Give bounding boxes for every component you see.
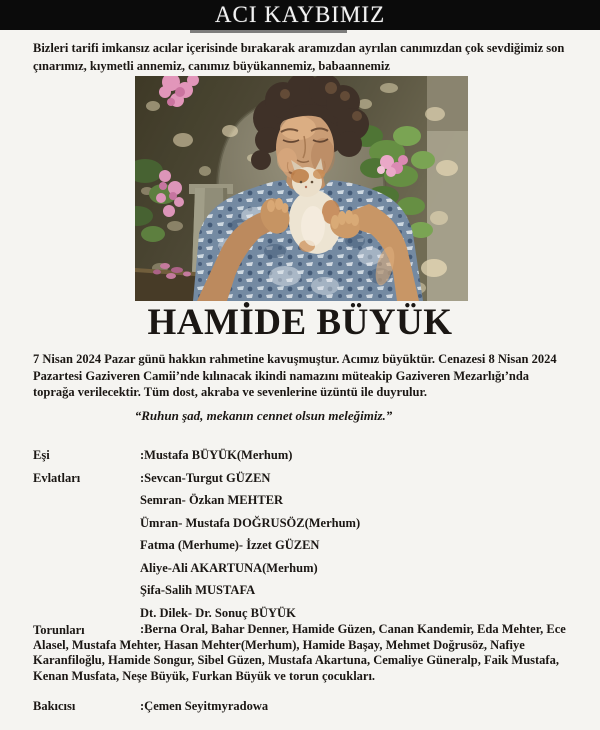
intro-text: Bizleri tarifi imkansız acılar içerisinde bırakarak aramızdan ayrılan canımızdan çok sevdiğimiz son çınarımız, kıymetli annemiz, canımız büyükannemiz, babaannemiz bbox=[33, 41, 565, 73]
deceased-name: HAMİDE BÜYÜK bbox=[147, 302, 453, 343]
family-row-value: Aliye-Ali AKARTUNA(Merhum) bbox=[140, 560, 318, 575]
warm-overlay bbox=[135, 76, 468, 301]
family-row-child bbox=[33, 562, 578, 575]
page-title: ACI KAYBIMIZ bbox=[214, 2, 386, 27]
memorial-quote: “Ruhun şad, mekanın cennet olsun meleğimiz.” bbox=[134, 408, 393, 423]
family-row-label bbox=[33, 584, 140, 597]
family-row-spouse bbox=[33, 449, 578, 462]
caregiver-row bbox=[33, 700, 578, 713]
family-list bbox=[33, 449, 578, 629]
header-bar bbox=[0, 0, 600, 30]
family-row-value: :Sevcan-Turgut GÜZEN bbox=[140, 470, 271, 485]
family-row-child bbox=[33, 607, 578, 620]
family-row-children bbox=[33, 472, 578, 485]
grandchildren-row bbox=[33, 622, 575, 684]
family-row-child bbox=[33, 584, 578, 597]
family-row-value: :Mustafa BÜYÜK(Merhum) bbox=[140, 448, 293, 462]
family-row-value: Şifa-Salih MUSTAFA bbox=[140, 583, 256, 597]
header-shadow bbox=[190, 30, 347, 33]
grandchildren-label: Torunları bbox=[33, 623, 85, 637]
caregiver-label: Bakıcısı bbox=[33, 699, 76, 713]
family-row-label bbox=[33, 494, 140, 507]
family-row-child bbox=[33, 517, 578, 530]
family-row-label bbox=[33, 539, 140, 552]
portrait-photo-illustration bbox=[135, 76, 468, 301]
family-row-value: Ümran- Mustafa DOĞRUSÖZ(Merhum) bbox=[140, 515, 361, 530]
family-row-label: Eşi bbox=[33, 448, 50, 462]
funeral-announcement: 7 Nisan 2024 Pazar günü hakkın rahmetine kavuşmuştur. Acımız büyüktür. Cenazesi 8 Nisan 2024 Pazartesi Gaziveren Camii’nde kılınacak ikindi namazını müteakip Gaziveren Mezarlığı’nda toprağa verilecektir. Tüm dost, akraba ve sevenlerine üzüntü ile duyrulur. bbox=[33, 352, 557, 399]
family-row-value: Dt. Dilek- Dr. Sonuç BÜYÜK bbox=[140, 605, 296, 620]
family-row-label bbox=[33, 607, 140, 620]
family-row-child bbox=[33, 494, 578, 507]
caregiver-value: :Çemen Seyitmyradowa bbox=[140, 699, 269, 713]
grandchildren-names: :Berna Oral, Bahar Denner, Hamide Güzen, Canan Kandemir, Eda Mehter, Ece Alasel, Mustafa Mehter, Hasan Mehter(Merhum), Hamide Başay, Mehmet Doğrusöz, Nafiye Karanfiloğlu, Hamide Songur, Sibel Güzen, Mustafa Akartuna, Cemaliye Güneralp, Faik Mustafa, Kenan Musfata, Neşe Büyük, Furkan Büyük ve torun çocukları. bbox=[33, 622, 566, 683]
family-row-child bbox=[33, 539, 578, 552]
family-row-label: Evlatları bbox=[33, 470, 81, 485]
family-row-value: Fatma (Merhume)- İzzet GÜZEN bbox=[140, 538, 320, 552]
family-row-label bbox=[33, 517, 140, 530]
family-row-label bbox=[33, 562, 140, 575]
portrait-photo bbox=[135, 76, 468, 301]
family-row-value: Semran- Özkan MEHTER bbox=[140, 493, 284, 507]
